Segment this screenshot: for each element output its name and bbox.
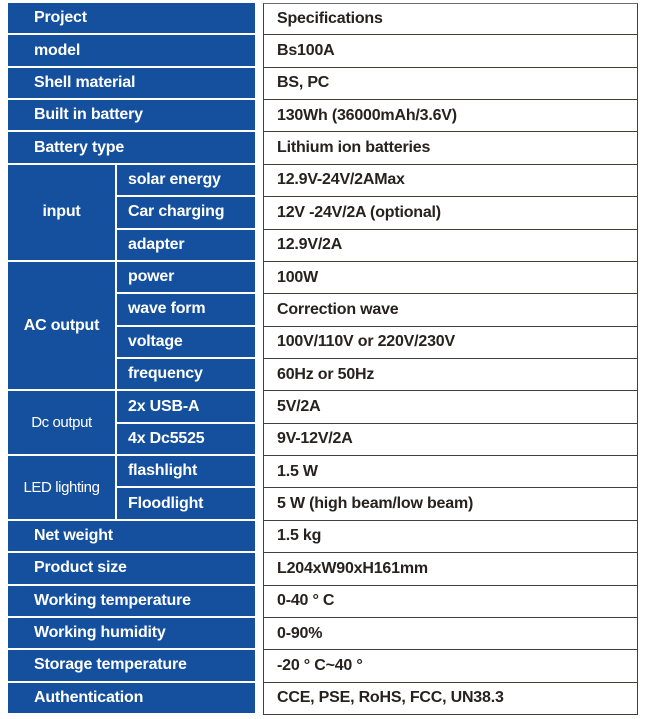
label-product-size: Product size (8, 553, 255, 585)
label-project: Project (8, 3, 255, 35)
value-flashlight: 1.5 W (263, 456, 638, 488)
value-wave-form: Correction wave (263, 294, 638, 326)
group-dc-output: Dc output (8, 391, 115, 456)
sub-car-charging: Car charging (117, 197, 255, 229)
value-voltage: 100V/110V or 220V/230V (263, 327, 638, 359)
sub-adapter: adapter (117, 230, 255, 262)
value-car-charging: 12V -24V/2A (optional) (263, 197, 638, 229)
value-battery-type: Lithium ion batteries (263, 132, 638, 164)
specifications-table (8, 3, 638, 715)
value-frequency: 60Hz or 50Hz (263, 359, 638, 391)
sub-power: power (117, 262, 255, 294)
value-project: Specifications (263, 3, 638, 35)
value-model: Bs100A (263, 35, 638, 67)
value-working-humidity: 0-90% (263, 618, 638, 650)
label-working-temperature: Working temperature (8, 586, 255, 618)
value-solar-energy: 12.9V-24V/2AMax (263, 165, 638, 197)
value-floodlight: 5 W (high beam/low beam) (263, 488, 638, 520)
sub-wave-form: wave form (117, 294, 255, 326)
value-4x-dc5525: 9V-12V/2A (263, 424, 638, 456)
value-product-size: L204xW90xH161mm (263, 553, 638, 585)
sub-4x-dc5525: 4x Dc5525 (117, 424, 255, 456)
value-built-in-battery: 130Wh (36000mAh/3.6V) (263, 100, 638, 132)
sub-floodlight: Floodlight (117, 488, 255, 520)
value-working-temperature: 0-40 ° C (263, 586, 638, 618)
value-authentication: CCE, PSE, RoHS, FCC, UN38.3 (263, 683, 638, 715)
sub-flashlight: flashlight (117, 456, 255, 488)
label-shell-material: Shell material (8, 68, 255, 100)
value-storage-temperature: -20 ° C~40 ° (263, 650, 638, 682)
value-power: 100W (263, 262, 638, 294)
value-net-weight: 1.5 kg (263, 521, 638, 553)
label-net-weight: Net weight (8, 521, 255, 553)
label-storage-temperature: Storage temperature (8, 650, 255, 682)
group-ac-output: AC output (8, 262, 115, 391)
label-battery-type: Battery type (8, 132, 255, 164)
group-led-lighting: LED lighting (8, 456, 115, 521)
sub-2x-usb-a: 2x USB-A (117, 391, 255, 423)
label-authentication: Authentication (8, 683, 255, 715)
label-working-humidity: Working humidity (8, 618, 255, 650)
sub-frequency: frequency (117, 359, 255, 391)
value-adapter: 12.9V/2A (263, 230, 638, 262)
label-model: model (8, 35, 255, 67)
label-built-in-battery: Built in battery (8, 100, 255, 132)
group-input: input (8, 165, 115, 262)
sub-solar-energy: solar energy (117, 165, 255, 197)
value-shell-material: BS, PC (263, 68, 638, 100)
sub-voltage: voltage (117, 327, 255, 359)
value-2x-usb-a: 5V/2A (263, 391, 638, 423)
